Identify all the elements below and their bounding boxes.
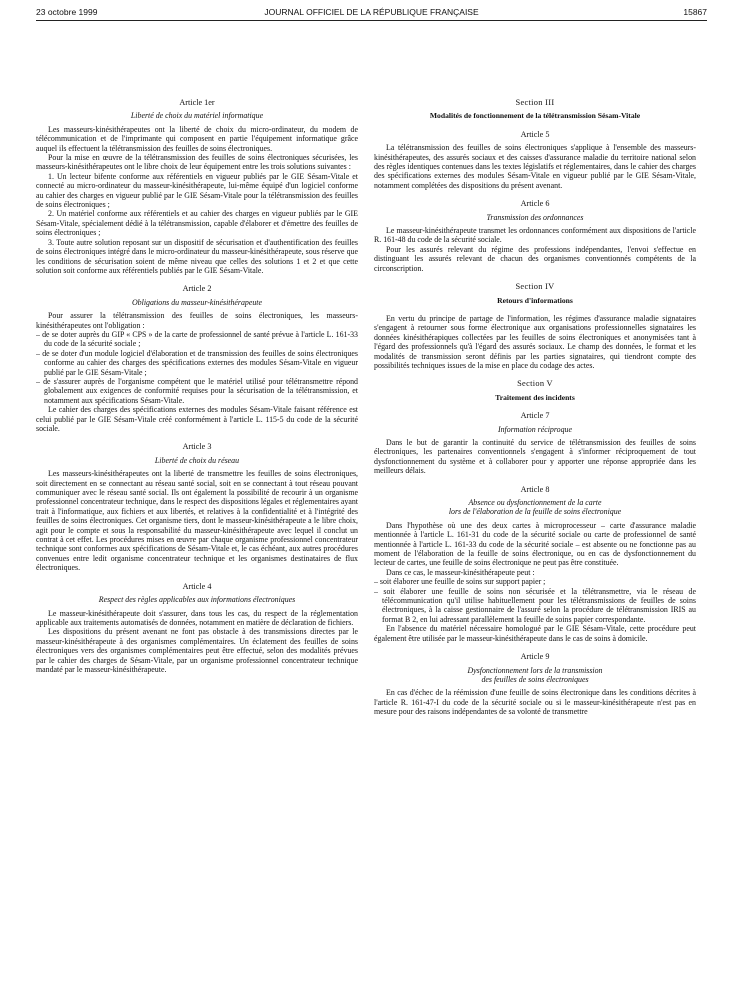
paragraph: Les masseurs-kinésithérapeutes ont la liberté de transmettre les feuilles de soins électroniques, soit directement en se connectant au réseau santé social, soit en se connectant à tout réseau pouvant communiquer avec le réseau santé social. Ils ont également la possibilité de recourir à un organisme professionnel concentrateur technique, dans le respect des dispositions légales et réglementaires ayant trait à l'informatique, aux fichiers et aux libertés, et relatives à la confidentialité et à l'intégrité des feuilles de soins électroniques. Cet organisme tiers, dont le masseur-kinésithérapeute a le libre choix, agit pour le compte et sous la responsabilité du masseur-kinésithérapeute avec lequel il conclut un contrat à cet effet. Les procédures mises en œuvre par chaque organisme professionnel concentrateur technique sont conformes aux spécifications de Sésam-Vitale et, le cas échéant, aux autres procédures convenues entre ledit organisme concentrateur technique et les organismes destinataires de flux électroniques. — [36, 469, 358, 573]
article-2-subtitle: Obligations du masseur-kinésithérapeute — [131, 297, 263, 307]
header-date: 23 octobre 1999 — [36, 7, 98, 17]
list-item: 3. Toute autre solution reposant sur un dispositif de sécurisation et d'authentification des feuilles de soins électroniques intégré dans le micro-ordinateur du masseur-kinésithérapeute, sous réserve que les conditions de sécurisation soient de même niveau que celles des solutions 1 et 2 et que cette solution soit conforme aux référentiels publiés par le GIE Sésam-Vitale. — [36, 237, 358, 275]
article-8-subtitle-line-2: lors de l'élaboration de la feuille de soins électronique — [448, 507, 622, 517]
section-4-subtitle: Retours d'informations — [497, 295, 573, 305]
paragraph: Dans ce cas, le masseur-kinésithérapeute peut : — [386, 567, 535, 577]
paragraph: Les dispositions du présent avenant ne font pas obstacle à des transmissions directes par le masseur-kinésithérapeute à des organismes complémentaires. Un éclatement des feuilles de soins électroniques vers des organismes complémentaires peut être effectué, selon des modalités prévues par le cahier des charges de Sésam-Vitale, par un organisme professionnel concentrateur technique mandaté par le masseur-kinésithérapeute. — [36, 627, 358, 674]
paragraph: Le cahier des charges des spécifications externes des modules Sésam-Vitale faisant référence est celui publié par le GIE Sésam-Vitale créé conformément à l'article L. 115-5 du code de la sécurité sociale. — [36, 405, 358, 433]
left-column — [36, 98, 358, 980]
article-7-title: Article 7 — [520, 411, 550, 421]
article-1-subtitle: Liberté de choix du matériel informatique — [130, 111, 264, 121]
article-9-title: Article 9 — [520, 652, 550, 662]
section-5-subtitle: Traitement des incidents — [495, 392, 575, 402]
page-number: 15867 — [683, 7, 707, 17]
article-2-title: Article 2 — [182, 284, 212, 294]
paragraph: Dans l'hypothèse où une des deux cartes à microprocesseur – carte d'assurance maladie mentionnée à l'article L. 161-31 du code de la sécurité sociale ou carte de professionnel de santé mentionnée à l'article L. 161-33 du code de la sécurité sociale – est absente ou ne fonctionne pas au moment de l'élaboration de la feuille de soins électronique, ou en cas de dysfonctionnement du lecteur de cartes, une feuille de soins électronique ne peut pas être constituée. — [374, 520, 696, 568]
header-rule — [36, 20, 707, 21]
section-4-title: Section IV — [515, 282, 555, 292]
paragraph: En vertu du principe de partage de l'information, les régimes d'assurance maladie signataires s'engagent à retourner sous forme électronique aux organisations professionnelles signataires les données kinésithérapiques collectées par les feuilles de soins électroniques et anonymisées tant à l'égard des professionnels qu'à l'égard des assurés sociaux. Le champ des données, le format et les modalités de transmission seront définis par les parties signataires, qui tiendront compte des possibilités techniques issues de la mise en place du codage des actes. — [374, 313, 696, 370]
article-4-subtitle: Respect des règles applicables aux informations électroniques — [98, 595, 296, 605]
paragraph: Le masseur-kinésithérapeute doit s'assurer, dans tous les cas, du respect de la réglementation applicable aux traitements automatisés de données, notamment en matière de déclaration de fichiers. — [36, 608, 358, 627]
dash-item: – soit élaborer une feuille de soins non sécurisée et la télétransmettre, via le réseau de télécommunication qu'il utilise habituellement pour les télétransmissions de feuilles de soins électroniques, à la caisse gestionnaire de l'assuré selon la procédure de télétransmission IRIS au format B 2, en lui adressant parallèlement la feuille de soins papier correspondante. — [374, 586, 696, 624]
list-item: 2. Un matériel conforme aux référentiels et au cahier des charges en vigueur publiés par le GIE Sésam-Vitale, spécialement dédié à la télétransmission, capable d'élaborer et d'émettre des feuilles de soins électroniques ; — [36, 209, 358, 238]
list-item: 1. Un lecteur bifente conforme aux référentiels en vigueur publiés par le GIE Sésam-Vitale et connecté au micro-ordinateur du masseur-kinésithérapeute, lui-même équipé d'un logiciel conforme au cahier des charges en vigueur publié par le GIE Sésam-Vitale pour la télétransmission des feuilles de soins électroniques ; — [36, 171, 358, 210]
running-header — [36, 6, 707, 18]
dash-item: – de se doter auprès du GIP « CPS » de la carte de professionnel de santé prévue à l'article L. 161-33 du code de la sécurité sociale ; — [36, 329, 358, 349]
article-3-subtitle: Liberté de choix du réseau — [154, 455, 240, 465]
article-1-title: Article 1er — [179, 98, 215, 107]
paragraph: En cas d'échec de la réémission d'une feuille de soins électronique dans les conditions décrites à l'article R. 161-47-I du code de la sécurité sociale ou si le masseur-kinésithérapeute n'est pas en mesure pour des raisons indépendantes de sa volonté de transmettre — [374, 688, 696, 717]
article-6-subtitle: Transmission des ordonnances — [486, 212, 584, 222]
paragraph: La télétransmission des feuilles de soins électroniques s'applique à l'ensemble des masseurs-kinésithérapeutes, des assurés sociaux et des caisses d'assurance maladie du territoire national selon des règles identiques contenues dans les textes législatifs et réglementaires, dans le cahier des charges des spécifications externes des modules Sésam-Vitale en vigueur publié par le GIE Sésam-Vitale, notamment complétées des dispositions du présent avenant. — [374, 143, 696, 190]
article-9-subtitle-line-2: des feuilles de soins électroniques — [481, 674, 589, 684]
paragraph: Le masseur-kinésithérapeute transmet les ordonnances conformément aux dispositions de l'article R. 161-48 du code de la sécurité sociale. — [374, 226, 696, 245]
paragraph: Dans le but de garantir la continuité du service de télétransmission des feuilles de soins électroniques, les partenaires conventionnels s'engagent à s'informer réciproquement de tout dysfonctionnement du système et à collaborer pour y apporter une réponse appropriée dans les meilleurs délais. — [374, 437, 696, 476]
article-5-title: Article 5 — [520, 129, 550, 139]
journal-title: JOURNAL OFFICIEL DE LA RÉPUBLIQUE FRANÇAISE — [264, 7, 479, 17]
paragraph: En l'absence du matériel nécessaire homologué par le GIE Sésam-Vitale, cette procédure peut également être utilisée par le masseur-kinésithérapeute dans le cas de soins à domicile. — [374, 624, 696, 643]
article-6-title: Article 6 — [520, 199, 550, 209]
article-7-subtitle: Information réciproque — [497, 424, 572, 434]
section-5-title: Section V — [517, 379, 553, 389]
article-8-title: Article 8 — [520, 484, 550, 494]
paragraph: Les masseurs-kinésithérapeutes ont la liberté de choix du micro-ordinateur, du modem de télécommunication et de l'imprimante qui composent en partie l'équipement informatique grâce auquel ils effectuent la télétransmission des feuilles de soins électroniques. — [36, 124, 358, 153]
paragraph: Pour les assurés relevant du régime des professions indépendantes, l'envoi s'effectue en distinguant les assurés relevant de chacun des organismes conventionnés compétents de la circonscription. — [374, 244, 696, 273]
article-3-title: Article 3 — [182, 442, 212, 452]
section-3-subtitle: Modalités de fonctionnement de la télétransmission Sésam-Vitale — [429, 111, 641, 121]
article-4-title: Article 4 — [182, 581, 212, 591]
paragraph: Pour assurer la télétransmission des feuilles de soins électroniques, les masseurs-kinésithérapeutes ont l'obligation : — [36, 311, 358, 330]
article-9-subtitle-line-1: Dysfonctionnement lors de la transmission — [467, 665, 603, 675]
right-column — [374, 98, 696, 980]
dash-item: – soit élaborer une feuille de soins sur support papier ; — [374, 577, 546, 587]
dash-item: – de se doter d'un module logiciel d'élaboration et de transmission des feuilles de soins électroniques conforme au cahier des charges des spécifications externes des modules Sésam-Vitale en vigueur publié par le GIE Sésam-Vitale ; — [36, 348, 358, 377]
section-3-title: Section III — [515, 98, 555, 107]
dash-item: – de s'assurer auprès de l'organisme compétent que le matériel utilisé pour télétransmettre répond globalement aux exigences de conformité requises pour la sécurisation de la télétransmission, et notamment aux spécifications Sésam-Vitale. — [36, 376, 358, 405]
paragraph: Pour la mise en œuvre de la télétransmission des feuilles de soins électroniques sécurisées, les masseurs-kinésithérapeutes ont le libre choix de leur équipement entre les trois solutions suivantes : — [36, 153, 358, 172]
article-8-subtitle-line-1: Absence ou dysfonctionnement de la carte — [468, 498, 602, 507]
